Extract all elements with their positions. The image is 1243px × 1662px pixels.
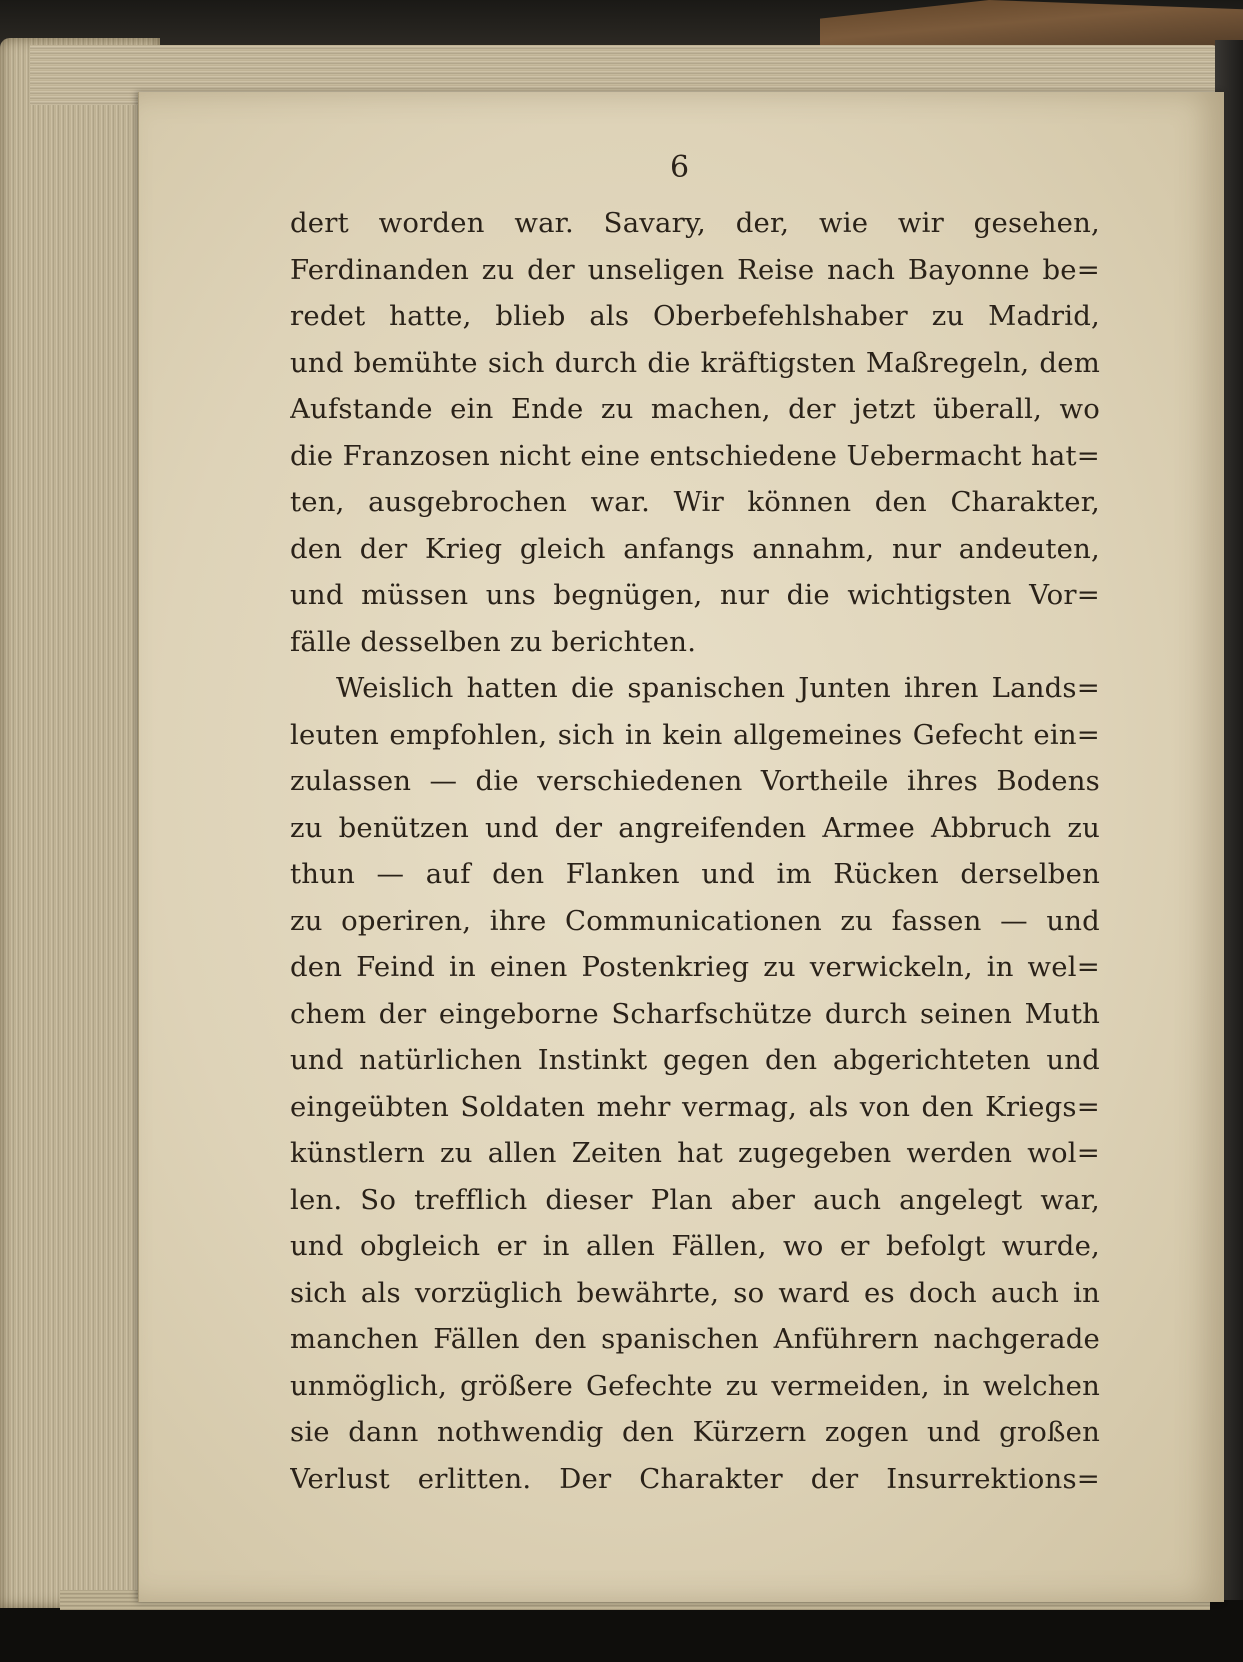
text-line: den Feind in einen Postenkrieg zu verwickeln, in wel= (290, 951, 1100, 983)
page-number: 6 (670, 150, 690, 185)
text-line: eingeübten Soldaten mehr vermag, als von den Kriegs= (290, 1090, 1100, 1123)
text-line: zu benützen und der angreifenden Armee Abbruch zu (290, 811, 1100, 844)
text-line: und obgleich er in allen Fällen, wo er befolgt wurde, (290, 1230, 1100, 1262)
text-line: die Franzosen nicht eine entschiedene Uebermacht hat= (290, 439, 1100, 472)
page-edges-left (0, 38, 160, 1608)
text-line: Aufstande ein Ende zu machen, der jetzt überall, wo (290, 393, 1100, 425)
text-line: zulassen — die verschiedenen Vortheile ihres Bodens (290, 765, 1100, 797)
text-line: sich als vorzüglich bewährte, so ward es doch auch in (290, 1276, 1100, 1309)
text-line: sie dann nothwendig den Kürzern zogen und großen (290, 1416, 1100, 1448)
text-line: zu operiren, ihre Communicationen zu fassen — und (290, 904, 1100, 937)
text-line: len. So trefflich dieser Plan aber auch angelegt war, (290, 1183, 1100, 1216)
text-line: thun — auf den Flanken und im Rücken derselben (290, 858, 1100, 890)
text-line: und müssen uns begnügen, nur die wichtigsten Vor= (290, 579, 1100, 611)
text-line: chem der eingeborne Scharfschütze durch seinen Muth (290, 997, 1100, 1030)
text-line: Verlust erlitten. Der Charakter der Insurrektions= (290, 1462, 1100, 1495)
text-line: Weislich hatten die spanischen Junten ihren Lands= (336, 672, 1100, 704)
text-line: künstlern zu allen Zeiten hat zugegeben werden wol= (290, 1137, 1100, 1169)
text-line: leuten empfohlen, sich in kein allgemeines Gefecht ein= (290, 718, 1100, 751)
text-line: ten, ausgebrochen war. Wir können den Charakter, (290, 486, 1100, 518)
text-line: unmöglich, größere Gefechte zu vermeiden, in welchen (290, 1369, 1100, 1402)
text-line: Ferdinanden zu der unseligen Reise nach Bayonne be= (290, 253, 1100, 286)
text-line: dert worden war. Savary, der, wie wir gesehen, (290, 207, 1100, 239)
text-line: fälle desselben zu berichten. (290, 625, 697, 658)
text-line: den der Krieg gleich anfangs annahm, nur andeuten, (290, 532, 1100, 565)
text-line: redet hatte, blieb als Oberbefehlshaber zu Madrid, (290, 300, 1100, 332)
body-text (290, 200, 1100, 1502)
text-line: und natürlichen Instinkt gegen den abgerichteten und (290, 1044, 1100, 1076)
text-line: manchen Fällen den spanischen Anführern nachgerade (290, 1323, 1100, 1355)
text-line: und bemühte sich durch die kräftigsten Maßregeln, dem (290, 346, 1100, 379)
